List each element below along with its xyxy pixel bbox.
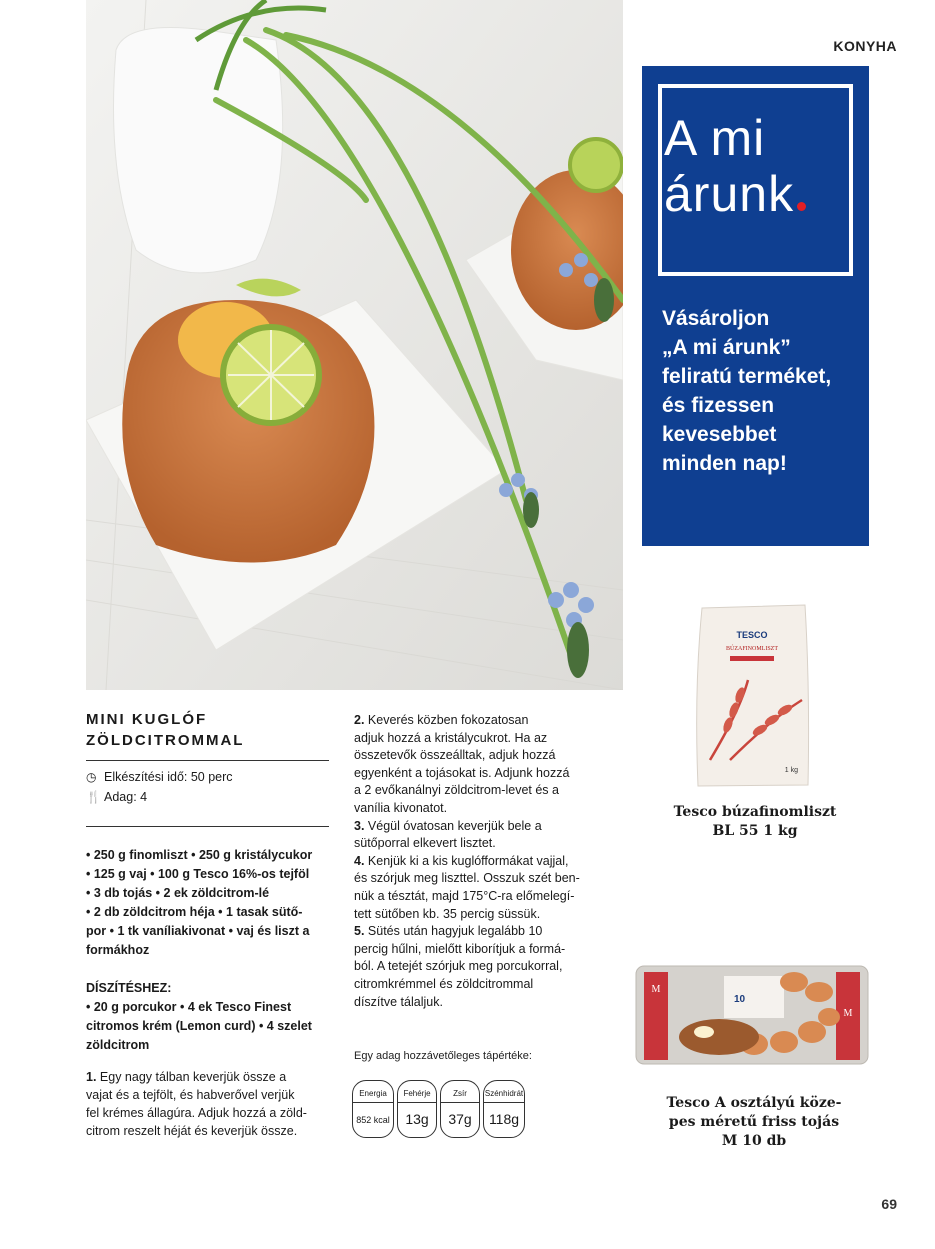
step-line bbox=[354, 712, 604, 730]
egg-pack-size-left: M bbox=[651, 984, 661, 995]
nutrition-label: Energia bbox=[359, 1089, 387, 1098]
step-line: vanília kivonatot. bbox=[354, 800, 448, 815]
egg-product-name bbox=[640, 1094, 868, 1151]
step-line: egyenként a tojásokat is. Adjunk hozzá bbox=[354, 765, 570, 780]
step-text: Végül óvatosan keverjük bele a bbox=[367, 818, 542, 833]
ingredient-line: por • 1 tk vaníliakivonat • vaj és liszt a bbox=[86, 924, 310, 938]
nutrition-label: Fehérje bbox=[403, 1089, 431, 1098]
recipe-title-line2: ZÖLDCITROMMAL bbox=[86, 732, 245, 749]
flour-pack-weight: 1 kg bbox=[784, 767, 798, 774]
nutrition-divider bbox=[484, 1102, 524, 1103]
step-1 bbox=[86, 1068, 336, 1140]
product-name-line: Tesco A osztályú köze- bbox=[666, 1095, 842, 1111]
promo-title-line1: A mi bbox=[664, 110, 766, 166]
ingredient-line: • 2 db zöldcitrom héja • 1 tasak sütő- bbox=[86, 905, 303, 919]
nutrition-value: 118g bbox=[488, 1111, 520, 1127]
step-text: Kenjük ki a kis kuglófformákat vajjal, bbox=[367, 853, 569, 868]
step-line: citrom reszelt héját és keverjük össze. bbox=[86, 1124, 298, 1138]
step-line: vajat és a tejfölt, és habverővel verjük bbox=[86, 1088, 295, 1102]
step-text: Sütés után hagyjuk legalább 10 bbox=[367, 924, 543, 939]
step-line bbox=[86, 1068, 336, 1086]
promo-line: „A mi árunk” bbox=[662, 336, 791, 359]
cutlery-icon: 🍴 bbox=[86, 790, 101, 804]
recipe-photo bbox=[86, 0, 623, 690]
ingredient-line: formákhoz bbox=[86, 943, 150, 957]
prep-time-text: Elkészítési idő: 50 perc bbox=[104, 770, 233, 784]
nutrition-protein bbox=[397, 1080, 437, 1138]
cake-illustration bbox=[86, 0, 623, 690]
clock-icon: ◷ bbox=[86, 770, 97, 784]
prep-time bbox=[86, 768, 233, 786]
step-text: Egy nagy tálban keverjük össze a bbox=[99, 1070, 287, 1084]
servings bbox=[86, 788, 147, 806]
divider bbox=[86, 826, 329, 827]
step-number: 1. bbox=[86, 1070, 97, 1084]
step-line: sütőporral elkevert lisztet. bbox=[354, 836, 496, 851]
step-line: és szórjuk meg liszttel. Osszuk szét ben- bbox=[354, 871, 580, 886]
nutrition-value: 37g bbox=[448, 1111, 472, 1127]
servings-text: Adag: 4 bbox=[104, 790, 148, 804]
red-dot-icon bbox=[797, 202, 806, 211]
nutrition-fat bbox=[440, 1080, 480, 1138]
egg-carton-image bbox=[634, 962, 870, 1067]
step-line bbox=[354, 853, 604, 871]
step-line: nük a tésztát, majd 175°C-ra előmelegí- bbox=[354, 888, 575, 903]
step-number: 2. bbox=[354, 713, 365, 727]
step-number: 4. bbox=[354, 853, 365, 868]
product-name-line: BL 55 1 kg bbox=[712, 823, 798, 839]
nutrition-table bbox=[352, 1080, 525, 1138]
step-5 bbox=[354, 923, 604, 1011]
promo-banner bbox=[642, 66, 869, 546]
decoration-line: zöldcitrom bbox=[86, 1038, 150, 1052]
step-text: Keverés közben fokozatosan bbox=[367, 713, 529, 727]
step-3 bbox=[354, 818, 604, 853]
nutrition-label: Szénhidrát bbox=[484, 1089, 524, 1098]
ingredient-line: • 250 g finomliszt • 250 g kristálycukor bbox=[86, 848, 313, 862]
recipe-title bbox=[86, 709, 244, 751]
promo-title-word: árunk bbox=[664, 166, 795, 222]
flour-product-name bbox=[650, 803, 860, 841]
nutrition-divider bbox=[353, 1102, 393, 1103]
nutrition-label: Zsír bbox=[453, 1089, 467, 1098]
nutrition-divider bbox=[398, 1102, 436, 1103]
step-line: a 2 evőkanálnyi zöldcitrom-levet és a bbox=[354, 783, 559, 798]
nutrition-carbs bbox=[483, 1080, 525, 1138]
step-2 bbox=[354, 712, 604, 818]
nutrition-energy bbox=[352, 1080, 394, 1138]
promo-line: kevesebbet bbox=[662, 423, 777, 446]
step-line: ból. A tetejét szórjuk meg porcukorral, bbox=[354, 959, 563, 974]
step-line: adjuk hozzá a kristálycukrot. Ha az bbox=[354, 730, 548, 745]
step-line: percig hűlni, mielőtt kiborítjuk a formá- bbox=[354, 941, 566, 956]
step-line: tett sütőben kb. 35 percig süssük. bbox=[354, 906, 541, 921]
step-number: 5. bbox=[354, 924, 365, 939]
product-name-line: M 10 db bbox=[721, 1133, 787, 1149]
promo-line: feliratú terméket, bbox=[662, 365, 832, 388]
promo-text bbox=[662, 304, 862, 478]
egg-pack-count: 10 bbox=[734, 994, 746, 1005]
flour-pack-name: BÚZAFINOMLISZT bbox=[726, 646, 778, 652]
step-line: fel krémes állagúra. Adjuk hozzá a zöld- bbox=[86, 1106, 307, 1120]
step-4 bbox=[354, 853, 604, 923]
promo-title bbox=[664, 110, 806, 222]
divider bbox=[86, 760, 329, 761]
flour-pack-brand: TESCO bbox=[736, 630, 768, 640]
step-line bbox=[354, 923, 604, 941]
promo-line: és fizessen bbox=[662, 394, 775, 417]
decoration-line: • 20 g porcukor • 4 ek Tesco Finest bbox=[86, 1000, 292, 1014]
product-name-line: Tesco búzafinomliszt bbox=[673, 804, 837, 820]
steps-column bbox=[354, 712, 604, 1011]
ingredient-line: • 125 g vaj • 100 g Tesco 16%-os tejföl bbox=[86, 867, 310, 881]
promo-line: Vásároljon bbox=[662, 307, 770, 330]
page-number: 69 bbox=[881, 1196, 897, 1212]
promo-line: minden nap! bbox=[662, 452, 787, 475]
step-line: díszítve tálaljuk. bbox=[354, 994, 443, 1009]
decoration-line: citromos krém (Lemon curd) • 4 szelet bbox=[86, 1019, 312, 1033]
step-number: 3. bbox=[354, 818, 365, 833]
product-name-line: pes méretű friss tojás bbox=[668, 1114, 840, 1130]
step-line bbox=[354, 818, 604, 836]
flour-package-image bbox=[690, 600, 815, 790]
nutrition-caption: Egy adag hozzávetőleges tápértéke: bbox=[354, 1050, 532, 1062]
egg-pack-size-right: M bbox=[843, 1008, 853, 1019]
step-line: összetevők összeálltak, adjuk hozzá bbox=[354, 748, 556, 763]
decoration-title: DÍSZÍTÉSHEZ: bbox=[86, 981, 172, 995]
ingredients-list bbox=[86, 846, 336, 1055]
promo-title-line2 bbox=[664, 166, 806, 222]
section-label: KONYHA bbox=[833, 38, 897, 54]
recipe-title-line1: MINI KUGLÓF bbox=[86, 711, 208, 728]
nutrition-value: 852 kcal bbox=[356, 1115, 390, 1125]
nutrition-divider bbox=[441, 1102, 479, 1103]
step-line: citromkrémmel és zöldcitrommal bbox=[354, 976, 534, 991]
ingredient-line: • 3 db tojás • 2 ek zöldcitrom-lé bbox=[86, 886, 270, 900]
nutrition-value: 13g bbox=[405, 1111, 429, 1127]
